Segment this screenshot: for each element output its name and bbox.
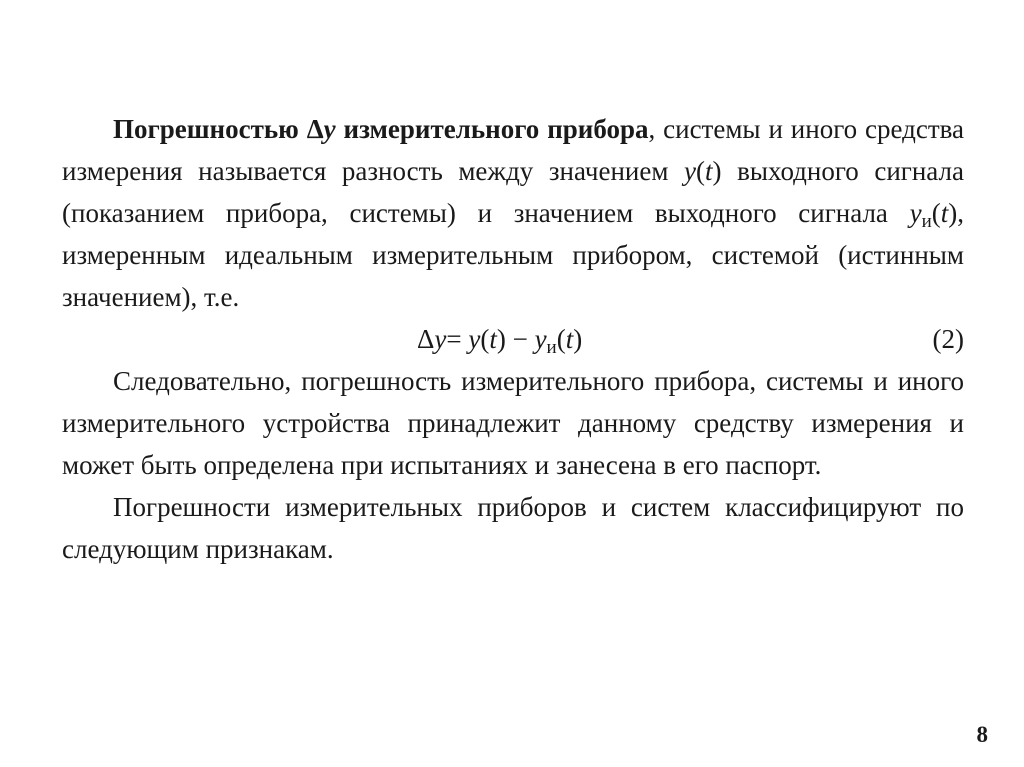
y-of-t-y: y bbox=[684, 156, 696, 186]
formula-equals: = bbox=[446, 324, 469, 354]
formula-paren: ( bbox=[480, 324, 490, 354]
formula-delta: Δ bbox=[417, 324, 435, 354]
formula-t2: t bbox=[565, 324, 574, 354]
term-word: Погрешностью bbox=[113, 114, 299, 144]
formula-number: (2) bbox=[932, 324, 964, 354]
page-number: 8 bbox=[976, 722, 988, 747]
y-ideal-t: t bbox=[940, 198, 949, 228]
consequence-paragraph: Следовательно, погрешность измерительного прибора, системы и иного измерительного устройства принадлежит данному средству измерения и может быть определена при испытаниях и занесена в его паспорт. bbox=[62, 366, 964, 480]
y-variable: y bbox=[323, 114, 336, 144]
y-ideal-y: y bbox=[909, 198, 922, 228]
formula-subscript: и bbox=[546, 337, 557, 358]
definition-text-3: , измеренным идеальным измерительным прибором, системой (истинным значением), т.е. bbox=[62, 198, 964, 312]
paren-open: ( bbox=[931, 198, 941, 228]
y-of-t-t: t bbox=[705, 156, 713, 186]
formula-paren: ) bbox=[573, 324, 583, 354]
formula-minus: ) − bbox=[496, 324, 535, 354]
formula-y2: y bbox=[468, 324, 481, 354]
error-formula bbox=[62, 318, 964, 360]
slide-content bbox=[62, 108, 964, 570]
formula-y3: y bbox=[534, 324, 547, 354]
formula-expression bbox=[417, 318, 582, 360]
definition-text-2: выходного сигнала (показанием прибора, системы) и значением выходного сигнала bbox=[62, 156, 964, 228]
definition-term bbox=[113, 114, 649, 144]
formula-paren: ( bbox=[556, 324, 566, 354]
classification-paragraph: Погрешности измерительных приборов и систем классифицируют по следующим признакам. bbox=[62, 492, 964, 564]
formula-y: y bbox=[434, 324, 447, 354]
delta-symbol: Δ bbox=[306, 114, 324, 144]
paren-close: ) bbox=[712, 156, 722, 186]
formula-t1: t bbox=[489, 324, 497, 354]
term-rest: измерительного прибора bbox=[343, 114, 649, 144]
paren-close: ) bbox=[948, 198, 958, 228]
paren-open: ( bbox=[696, 156, 705, 186]
y-ideal-subscript: и bbox=[921, 211, 932, 232]
definition-paragraph bbox=[62, 108, 964, 318]
definition-text-1: , системы и иного средства измерения называется разность между значением bbox=[62, 114, 965, 186]
